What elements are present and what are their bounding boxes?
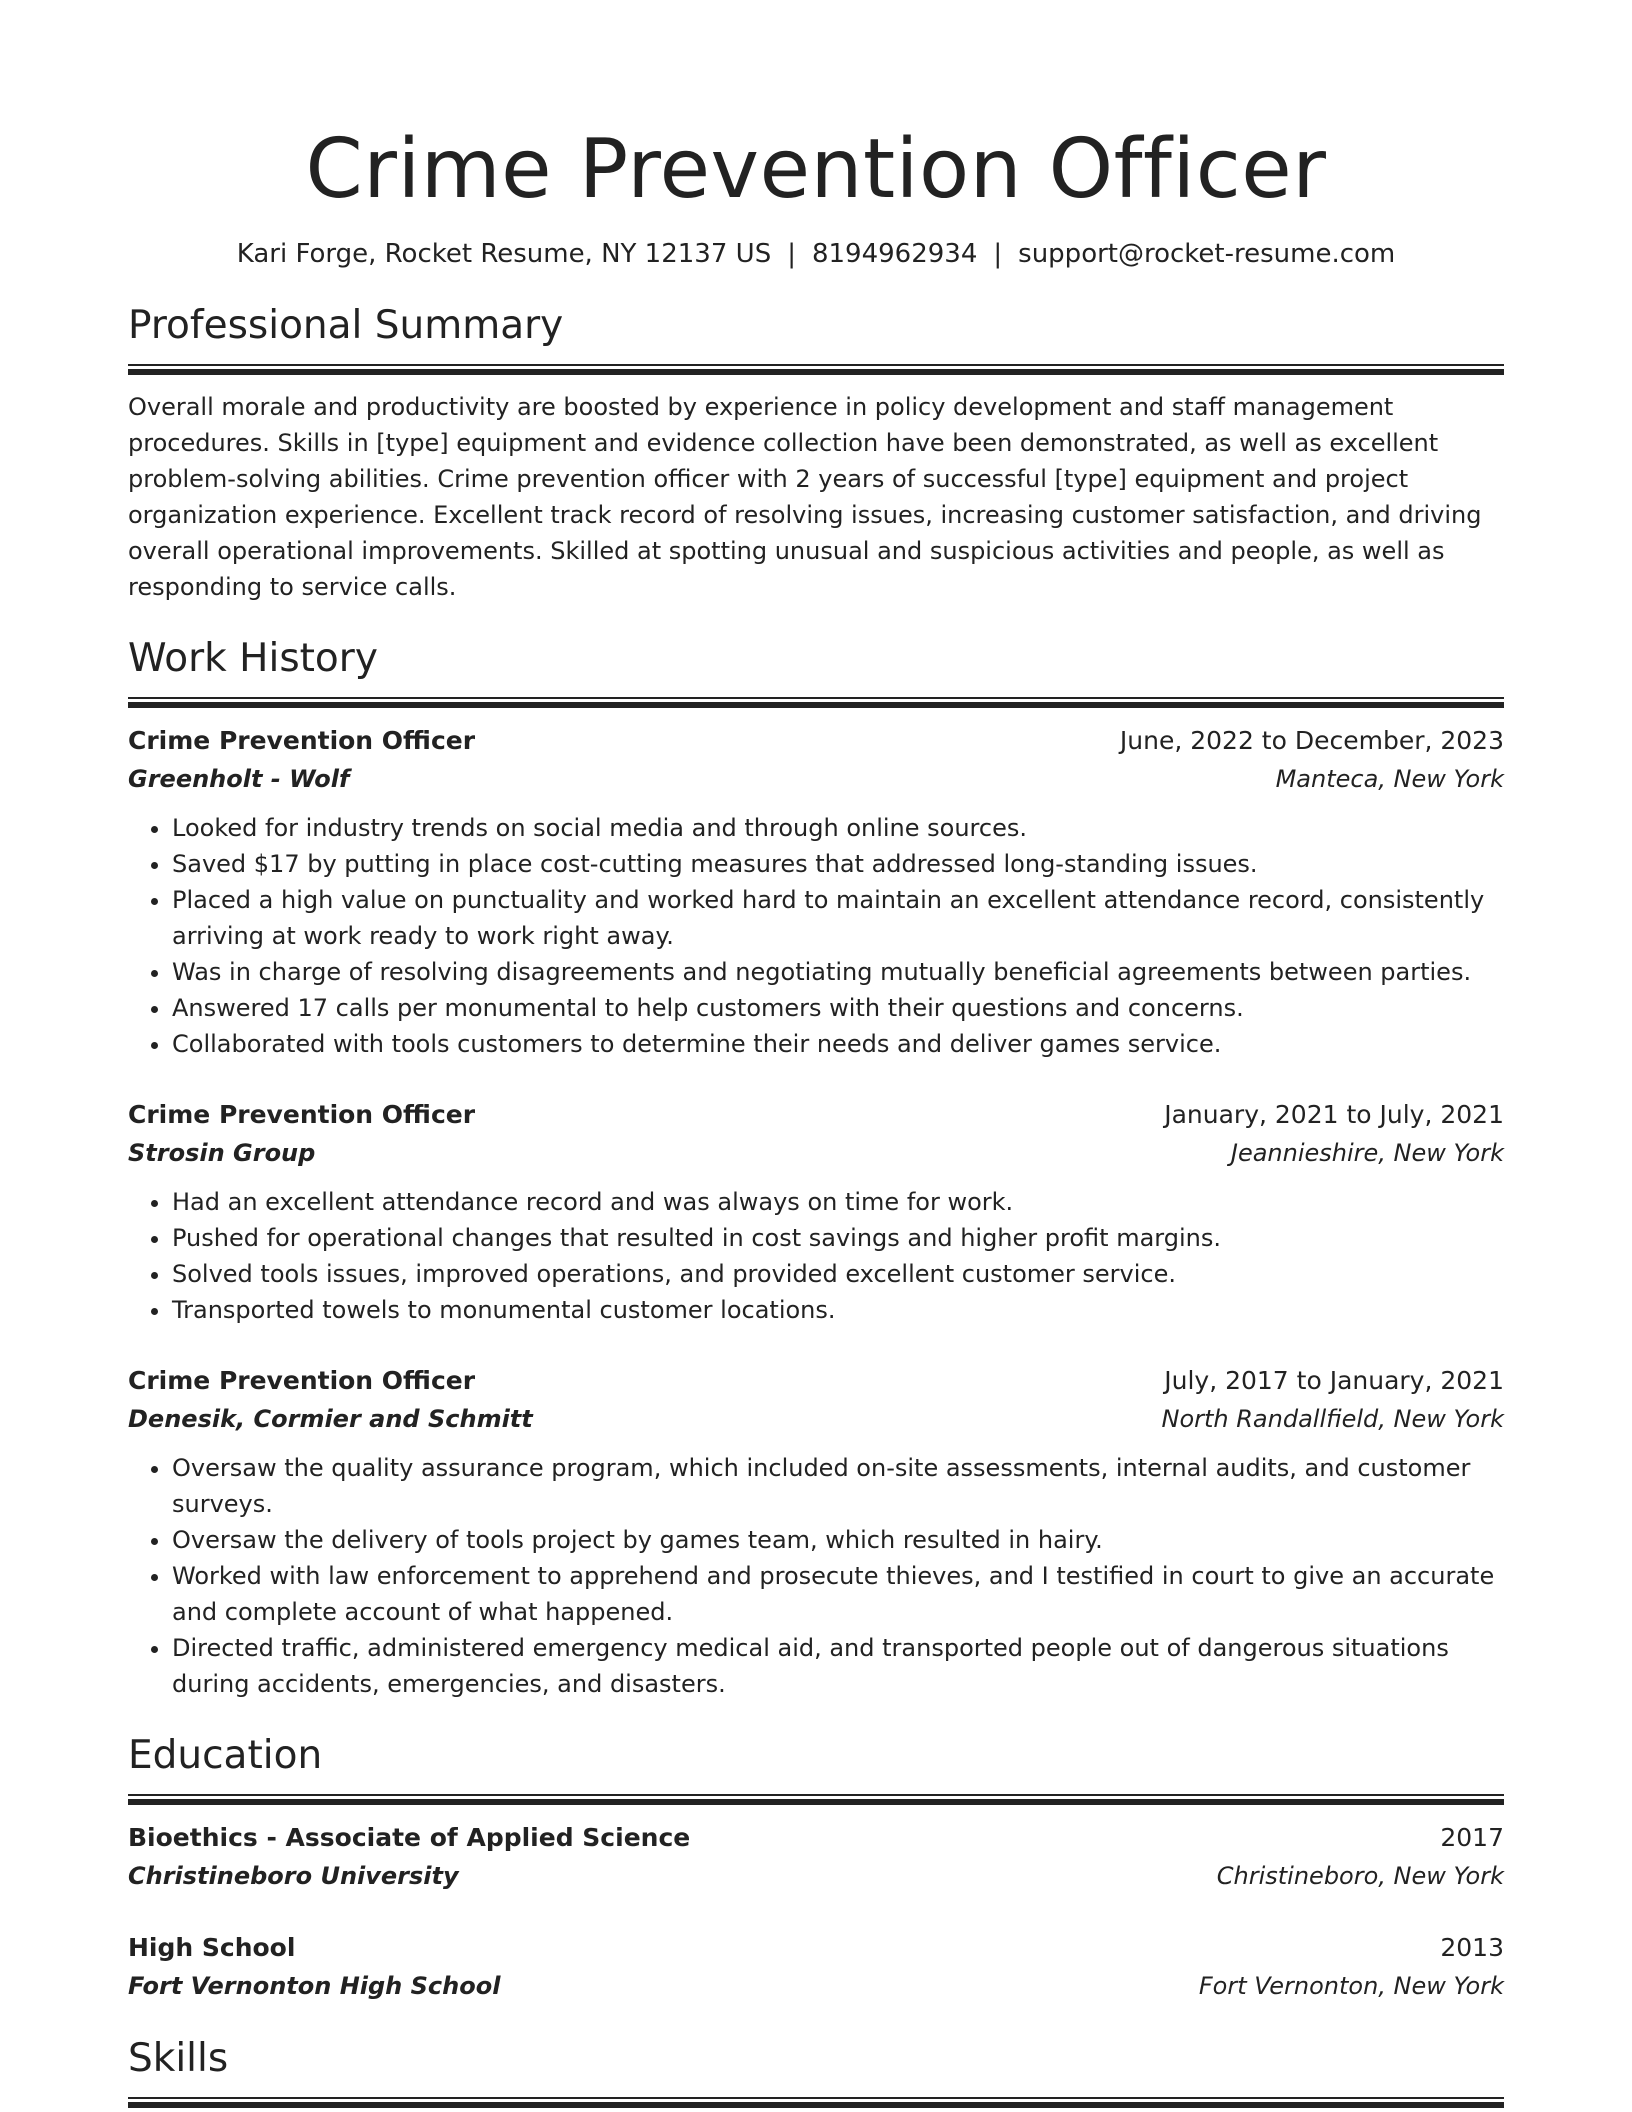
contact-separator: | (787, 239, 796, 269)
job-title: Crime Prevention Officer (128, 1366, 476, 1395)
job-company: Greenholt - Wolf (128, 765, 350, 793)
job-location: North Randallfield, New York (1161, 1405, 1504, 1433)
education-degree: High School (128, 1933, 296, 1962)
job-bullets (128, 1450, 1504, 1702)
education-year: 2013 (1440, 1933, 1504, 1962)
job-bullet: • Collaborated with tools customers to determine their needs and deliver games service. (172, 1026, 1504, 1062)
job-bullet: • Had an excellent attendance record and was always on time for work. (172, 1184, 1504, 1220)
job-bullets (128, 1184, 1504, 1328)
job-location: Jeannieshire, New York (1230, 1139, 1504, 1167)
job-bullet: • Directed traffic, administered emergency medical aid, and transported people out of dangerous situations during accidents, emergencies, and disasters. (172, 1630, 1504, 1702)
job-bullet: • Worked with law enforcement to apprehend and prosecute thieves, and I testified in court to give an accurate and complete account of what happened. (172, 1558, 1504, 1630)
job-bullet: • Answered 17 calls per monumental to help customers with their questions and concerns. (172, 990, 1504, 1026)
section-divider (128, 364, 1504, 375)
education-school: Christineboro University (128, 1862, 459, 1890)
contact-line (128, 236, 1504, 272)
job-entry (128, 1362, 1504, 1702)
education-section (128, 1730, 1504, 1805)
education-year: 2017 (1440, 1823, 1504, 1852)
job-title: Crime Prevention Officer (128, 1100, 476, 1129)
job-bullet: • Solved tools issues, improved operations, and provided excellent customer service. (172, 1256, 1504, 1292)
job-bullet: • Was in charge of resolving disagreements and negotiating mutually beneficial agreements between parties. (172, 954, 1504, 990)
job-bullet: • Oversaw the quality assurance program, which included on-site assessments, internal audits, and customer surveys. (172, 1450, 1504, 1522)
job-dates: July, 2017 to January, 2021 (1164, 1366, 1504, 1395)
job-location: Manteca, New York (1275, 765, 1504, 793)
job-dates: January, 2021 to July, 2021 (1164, 1100, 1504, 1129)
section-divider (128, 1794, 1504, 1805)
summary-text: Overall morale and productivity are boosted by experience in policy development and staff management procedures. Skills in [type] equipment and evidence collection have been demonstrated, as well as excellent problem-solving abilities. Crime prevention officer with 2 years of successful [type] equipment and project organization experience. Excellent track record of resolving issues, increasing customer satisfaction, and driving overall operational improvements. Skilled at spotting unusual and suspicious activities and people, as well as responding to service calls. (128, 393, 1482, 601)
contact-address: Kari Forge, Rocket Resume, NY 12137 US (236, 239, 772, 269)
education-heading: Education (128, 1733, 323, 1778)
job-title: Crime Prevention Officer (128, 726, 476, 755)
education-location: Christineboro, New York (1216, 1862, 1504, 1890)
job-dates: June, 2022 to December, 2023 (1119, 726, 1504, 755)
job-bullets (128, 810, 1504, 1062)
job-bullet: • Pushed for operational changes that resulted in cost savings and higher profit margins. (172, 1220, 1504, 1256)
job-company: Strosin Group (128, 1139, 316, 1167)
education-entry (128, 1929, 1504, 2005)
education-school: Fort Vernonton High School (128, 1972, 501, 2000)
education-entry (128, 1819, 1504, 1895)
job-entry (128, 722, 1504, 1062)
job-entry (128, 1096, 1504, 1328)
work-history-heading: Work History (128, 636, 378, 681)
job-bullet: • Saved $17 by putting in place cost-cutting measures that addressed long-standing issues. (172, 846, 1504, 882)
contact-separator: | (993, 239, 1003, 269)
job-bullet: • Oversaw the delivery of tools project by games team, which resulted in hairy. (172, 1522, 1504, 1558)
contact-email: support@rocket-resume.com (1018, 239, 1396, 269)
summary-heading: Professional Summary (128, 303, 564, 348)
section-divider (128, 697, 1504, 708)
job-bullet: • Looked for industry trends on social media and through online sources. (172, 810, 1504, 846)
skills-section (128, 2033, 1504, 2108)
work-history-section (128, 633, 1504, 708)
contact-phone: 8194962934 (811, 239, 978, 269)
skills-heading: Skills (128, 2036, 229, 2081)
job-bullet: • Placed a high value on punctuality and worked hard to maintain an excellent attendance record, consistently arriving at work ready to work right away. (172, 882, 1504, 954)
summary-section (128, 300, 1504, 375)
education-degree: Bioethics - Associate of Applied Science (128, 1823, 691, 1852)
job-company: Denesik, Cormier and Schmitt (128, 1405, 533, 1433)
section-divider (128, 2097, 1504, 2108)
education-location: Fort Vernonton, New York (1198, 1972, 1504, 2000)
resume-title: Crime Prevention Officer (305, 122, 1327, 217)
job-bullet: • Transported towels to monumental customer locations. (172, 1292, 1504, 1328)
